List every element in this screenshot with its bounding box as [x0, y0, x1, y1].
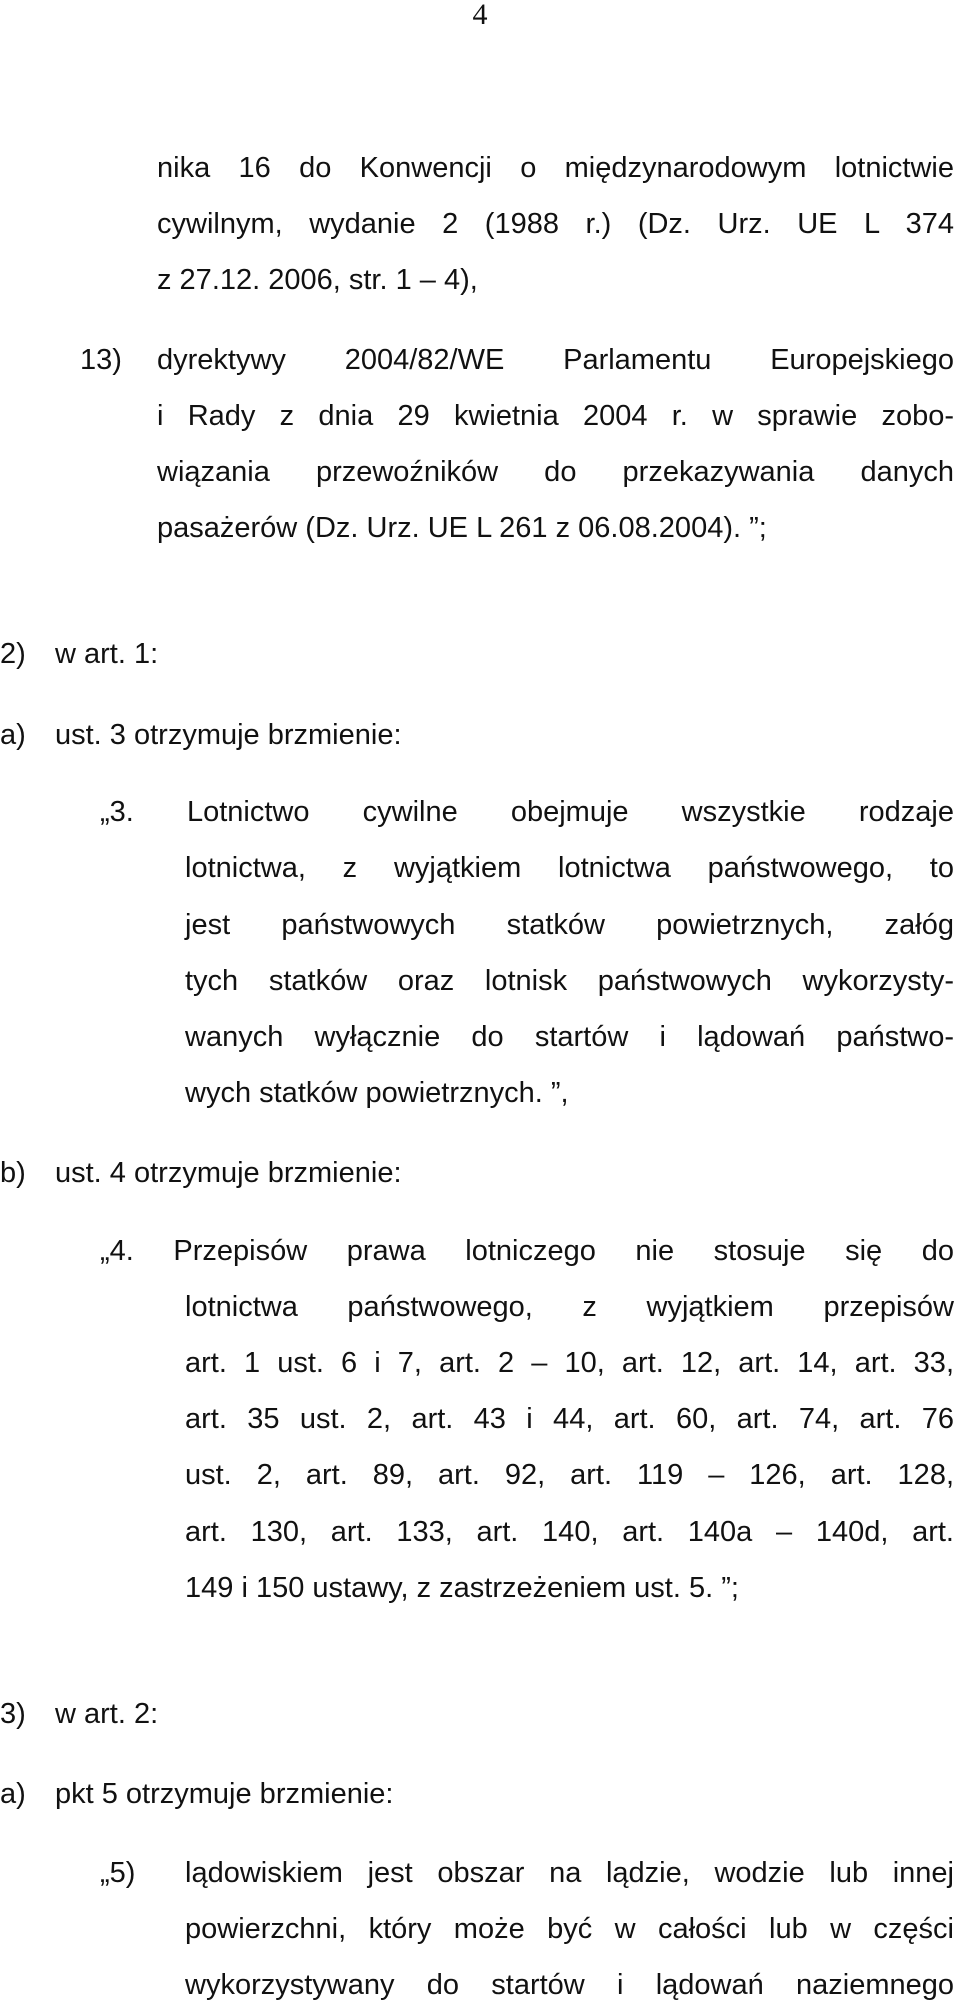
point3-text: w art. 2:	[55, 1698, 159, 1730]
item12-line-1: nika 16 do Konwencji o międzynarodowym lotnictwie	[157, 152, 954, 184]
item13-line-2: i Rady z dnia 29 kwietnia 2004 r. w sprawie zobo-	[157, 400, 954, 432]
point2b-quote-line-5: ust. 2, art. 89, art. 92, art. 119 – 126, art. 128,	[185, 1459, 954, 1491]
item13-line-4: pasażerów (Dz. Urz. UE L 261 z 06.08.2004). ”;	[157, 512, 767, 544]
item13-label: 13)	[80, 344, 122, 376]
point2b-quote-line-1: „4. Przepisów prawa lotniczego nie stosuje się do	[100, 1235, 954, 1267]
point2b-quote-line-3: art. 1 ust. 6 i 7, art. 2 – 10, art. 12, art. 14, art. 33,	[185, 1347, 954, 1379]
point2b-quote-line-2: lotnictwa państwowego, z wyjątkiem przepisów	[185, 1291, 954, 1323]
point2a-quote-line-6: wych statków powietrznych. ”,	[185, 1077, 569, 1109]
point2a-quote-line-4: tych statków oraz lotnisk państwowych wykorzysty-	[185, 965, 954, 997]
point3-label: 3)	[0, 1698, 26, 1730]
point3a-line-1: lądowiskiem jest obszar na lądzie, wodzie lub innej	[185, 1857, 954, 1889]
item12-line-3: z 27.12. 2006, str. 1 – 4),	[157, 264, 478, 296]
point2b-text: ust. 4 otrzymuje brzmienie:	[55, 1157, 402, 1189]
point2b-quote-line-6: art. 130, art. 133, art. 140, art. 140a – 140d, art.	[185, 1516, 954, 1548]
point2-text: w art. 1:	[55, 638, 159, 670]
item13-line-1: dyrektywy 2004/82/WE Parlamentu Europejskiego	[157, 344, 954, 376]
point2a-quote-line-1: „3. Lotnictwo cywilne obejmuje wszystkie rodzaje	[100, 796, 954, 828]
point3a-label: a)	[0, 1778, 26, 1810]
point2b-label: b)	[0, 1157, 26, 1189]
point3a-text: pkt 5 otrzymuje brzmienie:	[55, 1778, 394, 1810]
point2a-quote-line-3: jest państwowych statków powietrznych, załóg	[185, 909, 954, 941]
point2a-quote-line-5: wanych wyłącznie do startów i lądowań państwo-	[185, 1021, 954, 1053]
point3a-sub-label: „5)	[100, 1857, 136, 1889]
point2a-quote-line-2: lotnictwa, z wyjątkiem lotnictwa państwowego, to	[185, 852, 954, 884]
point3a-line-2: powierzchni, który może być w całości lub w części	[185, 1913, 954, 1945]
point3a-line-3: wykorzystywany do startów i lądowań naziemnego	[185, 1969, 954, 2001]
item13-line-3: wiązania przewoźników do przekazywania danych	[157, 456, 954, 488]
point2b-quote-line-7: 149 i 150 ustawy, z zastrzeżeniem ust. 5. ”;	[185, 1572, 739, 1604]
point2a-text: ust. 3 otrzymuje brzmienie:	[55, 719, 402, 751]
point2b-quote-line-4: art. 35 ust. 2, art. 43 i 44, art. 60, art. 74, art. 76	[185, 1403, 954, 1435]
point2a-label: a)	[0, 719, 26, 751]
page-number: 4	[472, 0, 488, 31]
item12-line-2: cywilnym, wydanie 2 (1988 r.) (Dz. Urz. UE L 374	[157, 208, 954, 240]
point2-label: 2)	[0, 638, 26, 670]
